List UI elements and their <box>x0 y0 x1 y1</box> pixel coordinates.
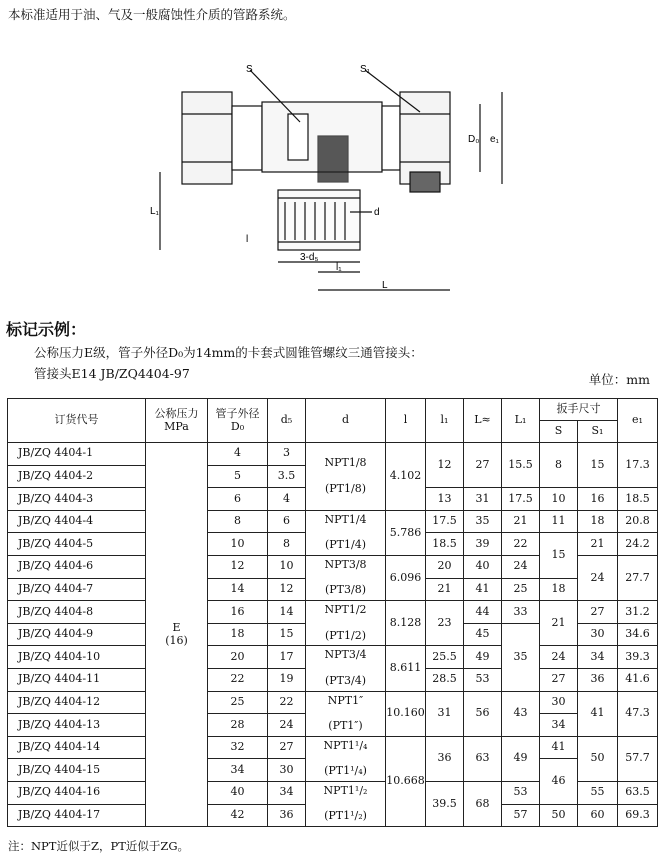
table-cell: 24 <box>578 555 618 600</box>
table-cell: 53 <box>464 668 502 691</box>
table-cell: 10 <box>540 488 578 511</box>
table-cell: 4.102 <box>386 443 426 511</box>
table-cell: JB/ZQ 4404-4 <box>8 510 146 533</box>
label-s1: S₁ <box>360 64 371 75</box>
table-cell: 39.3 <box>618 646 658 669</box>
table-cell: 30 <box>540 691 578 714</box>
table-cell: 27 <box>268 736 306 759</box>
table-cell: 8 <box>540 443 578 488</box>
table-cell: 18 <box>578 510 618 533</box>
header-d0: 管子外径 D₀ <box>208 399 268 443</box>
table-row <box>8 646 658 669</box>
table-cell: 10.668 <box>386 736 426 826</box>
table-cell: 31.2 <box>618 601 658 624</box>
table-cell: 34 <box>208 759 268 782</box>
unit-label: 单位：mm <box>588 372 650 387</box>
table-cell: 3 <box>268 443 306 466</box>
table-cell: 10 <box>268 555 306 578</box>
table-cell: JB/ZQ 4404-11 <box>8 668 146 691</box>
table-row <box>8 736 658 759</box>
table-cell: 43 <box>502 691 540 736</box>
table-cell: NPT1/4 (PT1/4) <box>306 510 386 555</box>
header-wrench: 扳手尺寸 <box>540 399 618 421</box>
table-row <box>8 510 658 533</box>
table-cell: 4 <box>208 443 268 466</box>
table-cell: 34 <box>540 714 578 737</box>
table-cell: 15 <box>540 533 578 578</box>
table-cell: 20 <box>426 555 464 578</box>
table-cell: 25 <box>208 691 268 714</box>
table-cell: 41 <box>540 736 578 759</box>
center-section <box>318 136 348 182</box>
table-cell: 49 <box>464 646 502 669</box>
table-cell: 11 <box>540 510 578 533</box>
intro-text: 本标准适用于油、气及一般腐蚀性介质的管路系统。 <box>8 7 296 22</box>
table-cell: 25 <box>502 578 540 601</box>
table-cell: 16 <box>208 601 268 624</box>
table-cell: 42 <box>208 804 268 827</box>
table-cell: 47.3 <box>618 691 658 736</box>
table-cell: 57.7 <box>618 736 658 781</box>
table-cell: NPT1/2 (PT1/2) <box>306 601 386 646</box>
table-cell: 15.5 <box>502 443 540 488</box>
header-e1: e₁ <box>618 399 658 443</box>
table-cell: JB/ZQ 4404-15 <box>8 759 146 782</box>
table-cell: 35 <box>464 510 502 533</box>
threaded-branch <box>278 190 360 250</box>
table-cell: JB/ZQ 4404-6 <box>8 555 146 578</box>
table-cell: 12 <box>208 555 268 578</box>
label-l1-left: L₁ <box>150 206 159 217</box>
table-cell: JB/ZQ 4404-7 <box>8 578 146 601</box>
table-cell: 28 <box>208 714 268 737</box>
table-cell: 22 <box>268 691 306 714</box>
table-cell: 21 <box>540 601 578 646</box>
table-cell: 18.5 <box>618 488 658 511</box>
table-cell: JB/ZQ 4404-10 <box>8 646 146 669</box>
table-cell: NPT1¹/₂ (PT1¹/₂) <box>306 781 386 826</box>
header-d: d <box>306 399 386 443</box>
table-cell: NPT1¹/₄ (PT1¹/₄) <box>306 736 386 781</box>
table-cell: 15 <box>268 623 306 646</box>
table-cell: 24 <box>268 714 306 737</box>
table-cell: 3.5 <box>268 465 306 488</box>
table-cell: 60 <box>578 804 618 827</box>
table-cell: 6 <box>208 488 268 511</box>
table-cell: 18 <box>540 578 578 601</box>
table-cell: 63.5 <box>618 781 658 804</box>
table-cell: 40 <box>464 555 502 578</box>
table-cell: 22 <box>502 533 540 556</box>
table-cell: 10.160 <box>386 691 426 736</box>
table-cell: 50 <box>578 736 618 781</box>
table-cell: 21 <box>426 578 464 601</box>
table-cell: 21 <box>502 510 540 533</box>
table-cell: JB/ZQ 4404-14 <box>8 736 146 759</box>
table-cell: JB/ZQ 4404-3 <box>8 488 146 511</box>
table-cell: 55 <box>578 781 618 804</box>
table-cell: 24.2 <box>618 533 658 556</box>
table-cell: 17.5 <box>426 510 464 533</box>
table-cell: 24 <box>540 646 578 669</box>
table-cell: JB/ZQ 4404-13 <box>8 714 146 737</box>
table-cell: 41.6 <box>618 668 658 691</box>
table-cell: JB/ZQ 4404-1 <box>8 443 146 466</box>
table-cell: 34 <box>578 646 618 669</box>
table-cell: NPT1/8 (PT1/8) <box>306 443 386 511</box>
header-l1: l₁ <box>426 399 464 443</box>
table-cell: 33 <box>502 601 540 624</box>
table-cell: 5 <box>208 465 268 488</box>
table-cell: 14 <box>208 578 268 601</box>
table-cell: 50 <box>540 804 578 827</box>
table-cell: 8.611 <box>386 646 426 691</box>
table-cell: 20 <box>208 646 268 669</box>
table-cell: 49 <box>502 736 540 781</box>
table-cell: 34.6 <box>618 623 658 646</box>
table-cell: 45 <box>464 623 502 646</box>
table-cell: JB/ZQ 4404-2 <box>8 465 146 488</box>
table-cell: 20.8 <box>618 510 658 533</box>
table-cell: 17.5 <box>502 488 540 511</box>
header-s1: S₁ <box>578 421 618 443</box>
table-cell: 36 <box>268 804 306 827</box>
table-cell: 40 <box>208 781 268 804</box>
label-d: d <box>374 207 380 218</box>
header-L1: L₁ <box>502 399 540 443</box>
table-cell: 27 <box>578 601 618 624</box>
table-cell: 41 <box>464 578 502 601</box>
section-title: 标记示例： <box>6 320 87 339</box>
table-cell: 14 <box>268 601 306 624</box>
table-row <box>8 443 658 466</box>
table-cell: 31 <box>464 488 502 511</box>
table-cell: 15 <box>578 443 618 488</box>
label-d5: 3-d₅ <box>300 252 319 263</box>
s-cell: 53 <box>502 781 540 804</box>
fitting-drawing <box>150 62 520 312</box>
table-cell: 17 <box>268 646 306 669</box>
table-cell: JB/ZQ 4404-5 <box>8 533 146 556</box>
table-cell: 8.128 <box>386 601 426 646</box>
table-cell: 46 <box>540 759 578 804</box>
table-cell: 22 <box>208 668 268 691</box>
table-cell: 36 <box>578 668 618 691</box>
table-cell: 44 <box>464 601 502 624</box>
table-cell: 31 <box>426 691 464 736</box>
table-cell: 68 <box>464 781 502 826</box>
table-cell: 5.786 <box>386 510 426 555</box>
table-cell: NPT1″ (PT1″) <box>306 691 386 736</box>
right-nut <box>400 92 450 184</box>
table-cell: JB/ZQ 4404-9 <box>8 623 146 646</box>
table-cell: 6.096 <box>386 555 426 600</box>
header-pressure: 公称压力 MPa <box>146 399 208 443</box>
table-cell: 36 <box>426 736 464 781</box>
table-cell: 17.3 <box>618 443 658 488</box>
table-cell: 18 <box>208 623 268 646</box>
table-cell: 16 <box>578 488 618 511</box>
table-cell: 32 <box>208 736 268 759</box>
table-cell: 39.5 <box>426 781 464 826</box>
table-cell: 30 <box>268 759 306 782</box>
table-cell: NPT3/4 (PT3/4) <box>306 646 386 691</box>
label-l1: l₁ <box>336 262 342 273</box>
table-cell: 23 <box>426 601 464 646</box>
label-L: L <box>382 280 388 291</box>
table-cell: 56 <box>464 691 502 736</box>
table-cell: JB/ZQ 4404-17 <box>8 804 146 827</box>
table-cell: 28.5 <box>426 668 464 691</box>
table-cell: NPT3/8 (PT3/8) <box>306 555 386 600</box>
label-s: S <box>246 64 253 75</box>
table-cell: 39 <box>464 533 502 556</box>
pressure-cell: E (16) <box>146 443 208 827</box>
table-cell: 6 <box>268 510 306 533</box>
example-line-1: 公称压力E级，管子外径D₀为14mm的卡套式圆锥管螺纹三通管接头： <box>34 345 423 360</box>
table-cell: JB/ZQ 4404-8 <box>8 601 146 624</box>
table-cell: JB/ZQ 4404-16 <box>8 781 146 804</box>
table-row <box>8 601 658 624</box>
table-cell: 12 <box>268 578 306 601</box>
table-cell: 63 <box>464 736 502 781</box>
label-d0: D₀ <box>468 134 480 145</box>
header-l: l <box>386 399 426 443</box>
table-cell: 27 <box>540 668 578 691</box>
header-L: L≈ <box>464 399 502 443</box>
table-cell: 25.5 <box>426 646 464 669</box>
spec-table <box>7 398 658 827</box>
table-cell: 13 <box>426 488 464 511</box>
header-code: 订货代号 <box>8 399 146 443</box>
example-line-2: 管接头E14 JB/ZQ4404-97 <box>34 366 190 381</box>
left-nut <box>182 92 232 184</box>
table-cell: JB/ZQ 4404-12 <box>8 691 146 714</box>
table-cell: 4 <box>268 488 306 511</box>
table-cell: 69.3 <box>618 804 658 827</box>
table-cell: 27 <box>464 443 502 488</box>
table-cell: 57 <box>502 804 540 827</box>
table-cell: 8 <box>208 510 268 533</box>
label-e1: e₁ <box>490 134 499 145</box>
table-cell: 24 <box>502 555 540 578</box>
header-s: S <box>540 421 578 443</box>
table-cell: 35 <box>502 623 540 691</box>
footnote: 注：NPT近似于Z，PT近似于ZG。 <box>8 839 190 853</box>
table-cell: 10 <box>208 533 268 556</box>
table-cell: 18.5 <box>426 533 464 556</box>
table-cell: 41 <box>578 691 618 736</box>
table-cell: 34 <box>268 781 306 804</box>
table-cell: 19 <box>268 668 306 691</box>
table-cell: 8 <box>268 533 306 556</box>
table-cell: 21 <box>578 533 618 556</box>
header-d5: d₅ <box>268 399 306 443</box>
label-l: l <box>246 234 249 245</box>
table-cell: 27.7 <box>618 555 658 600</box>
table-cell: 30 <box>578 623 618 646</box>
table-cell: 12 <box>426 443 464 488</box>
table-row <box>8 691 658 714</box>
